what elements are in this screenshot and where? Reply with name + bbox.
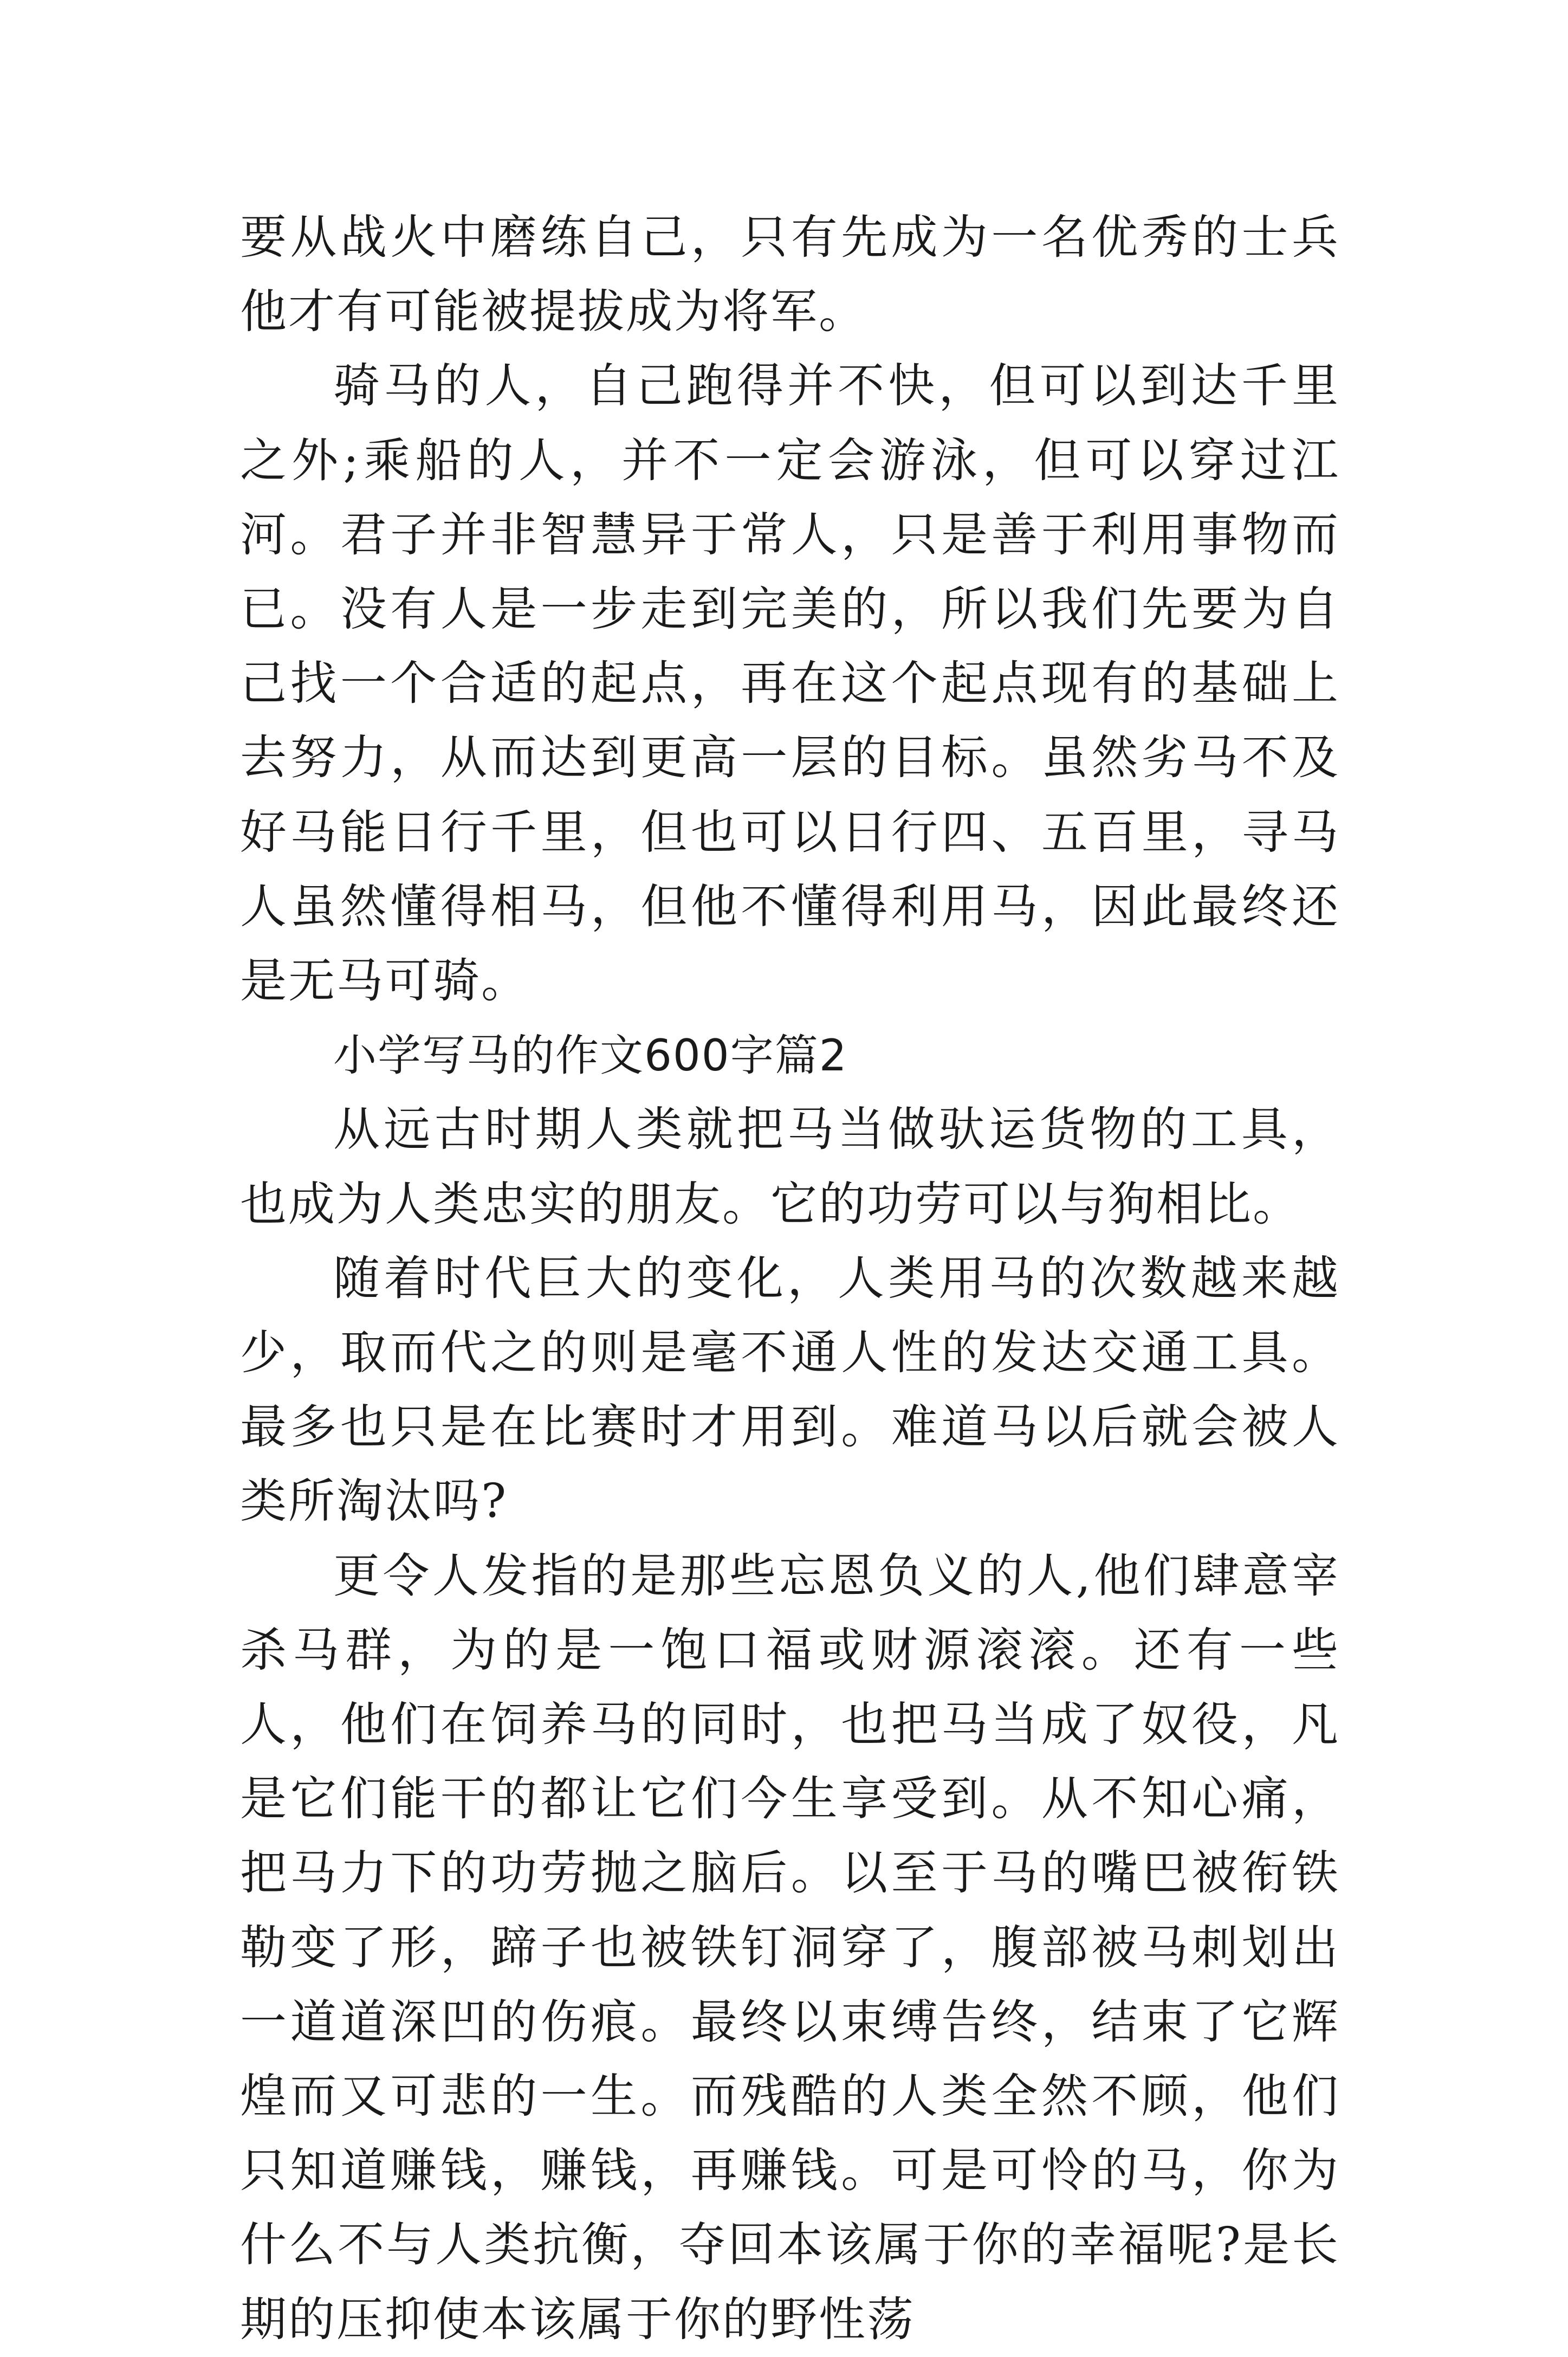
document-body bbox=[240, 201, 1340, 2357]
paragraph-riding-horses: 骑马的人，自己跑得并不快，但可以到达千里之外;乘船的人，并不一定会游泳，但可以穿过江河。君子并非智慧异于常人，只是善于利用事物而已。没有人是一步走到完美的，所以我们先要为自己找一个合适的起点，再在这个起点现有的基础上去努力，从而达到更高一层的目标。虽然劣马不及好马能日行千里，但也可以日行四、五百里，寻马人虽然懂得相马，但他不懂得利用马，因此最终还是无马可骑。 bbox=[240, 359, 1340, 1009]
paragraph-changing-times: 随着时代巨大的变化，人类用马的次数越来越少，取而代之的则是毫不通人性的发达交通工具。最多也只是在比赛时才用到。难道马以后就会被人类所淘汰吗? bbox=[240, 1251, 1340, 1529]
paragraph-ancient-times: 从远古时期人类就把马当做驮运货物的工具，也成为人类忠实的朋友。它的功劳可以与狗相比。 bbox=[240, 1102, 1340, 1231]
paragraph-continuation: 要从战火中磨练自己，只有先成为一名优秀的士兵他才有可能被提拔成为将军。 bbox=[240, 210, 1340, 339]
section-heading: 小学写马的作文600字篇2 bbox=[333, 1030, 848, 1081]
paragraph-cruelty: 更令人发指的是那些忘恩负义的人,他们肆意宰杀马群，为的是一饱口福或财源滚滚。还有一些人，他们在饲养马的同时，也把马当成了奴役，凡是它们能干的都让它们今生享受到。从不知心痛，把马力下的功劳抛之脑后。以至于马的嘴巴被衔铁勒变了形，蹄子也被铁钉洞穿了，腹部被马刺划出一道道深凹的伤痕。最终以束缚告终，结束了它辉煌而又可悲的一生。而残酷的人类全然不顾，他们只知道赚钱，赚钱，再赚钱。可是可怜的马，你为什么不与人类抗衡，夺回本该属于你的幸福呢?是长期的压抑使本该属于你的野性荡 bbox=[240, 1548, 1340, 2347]
